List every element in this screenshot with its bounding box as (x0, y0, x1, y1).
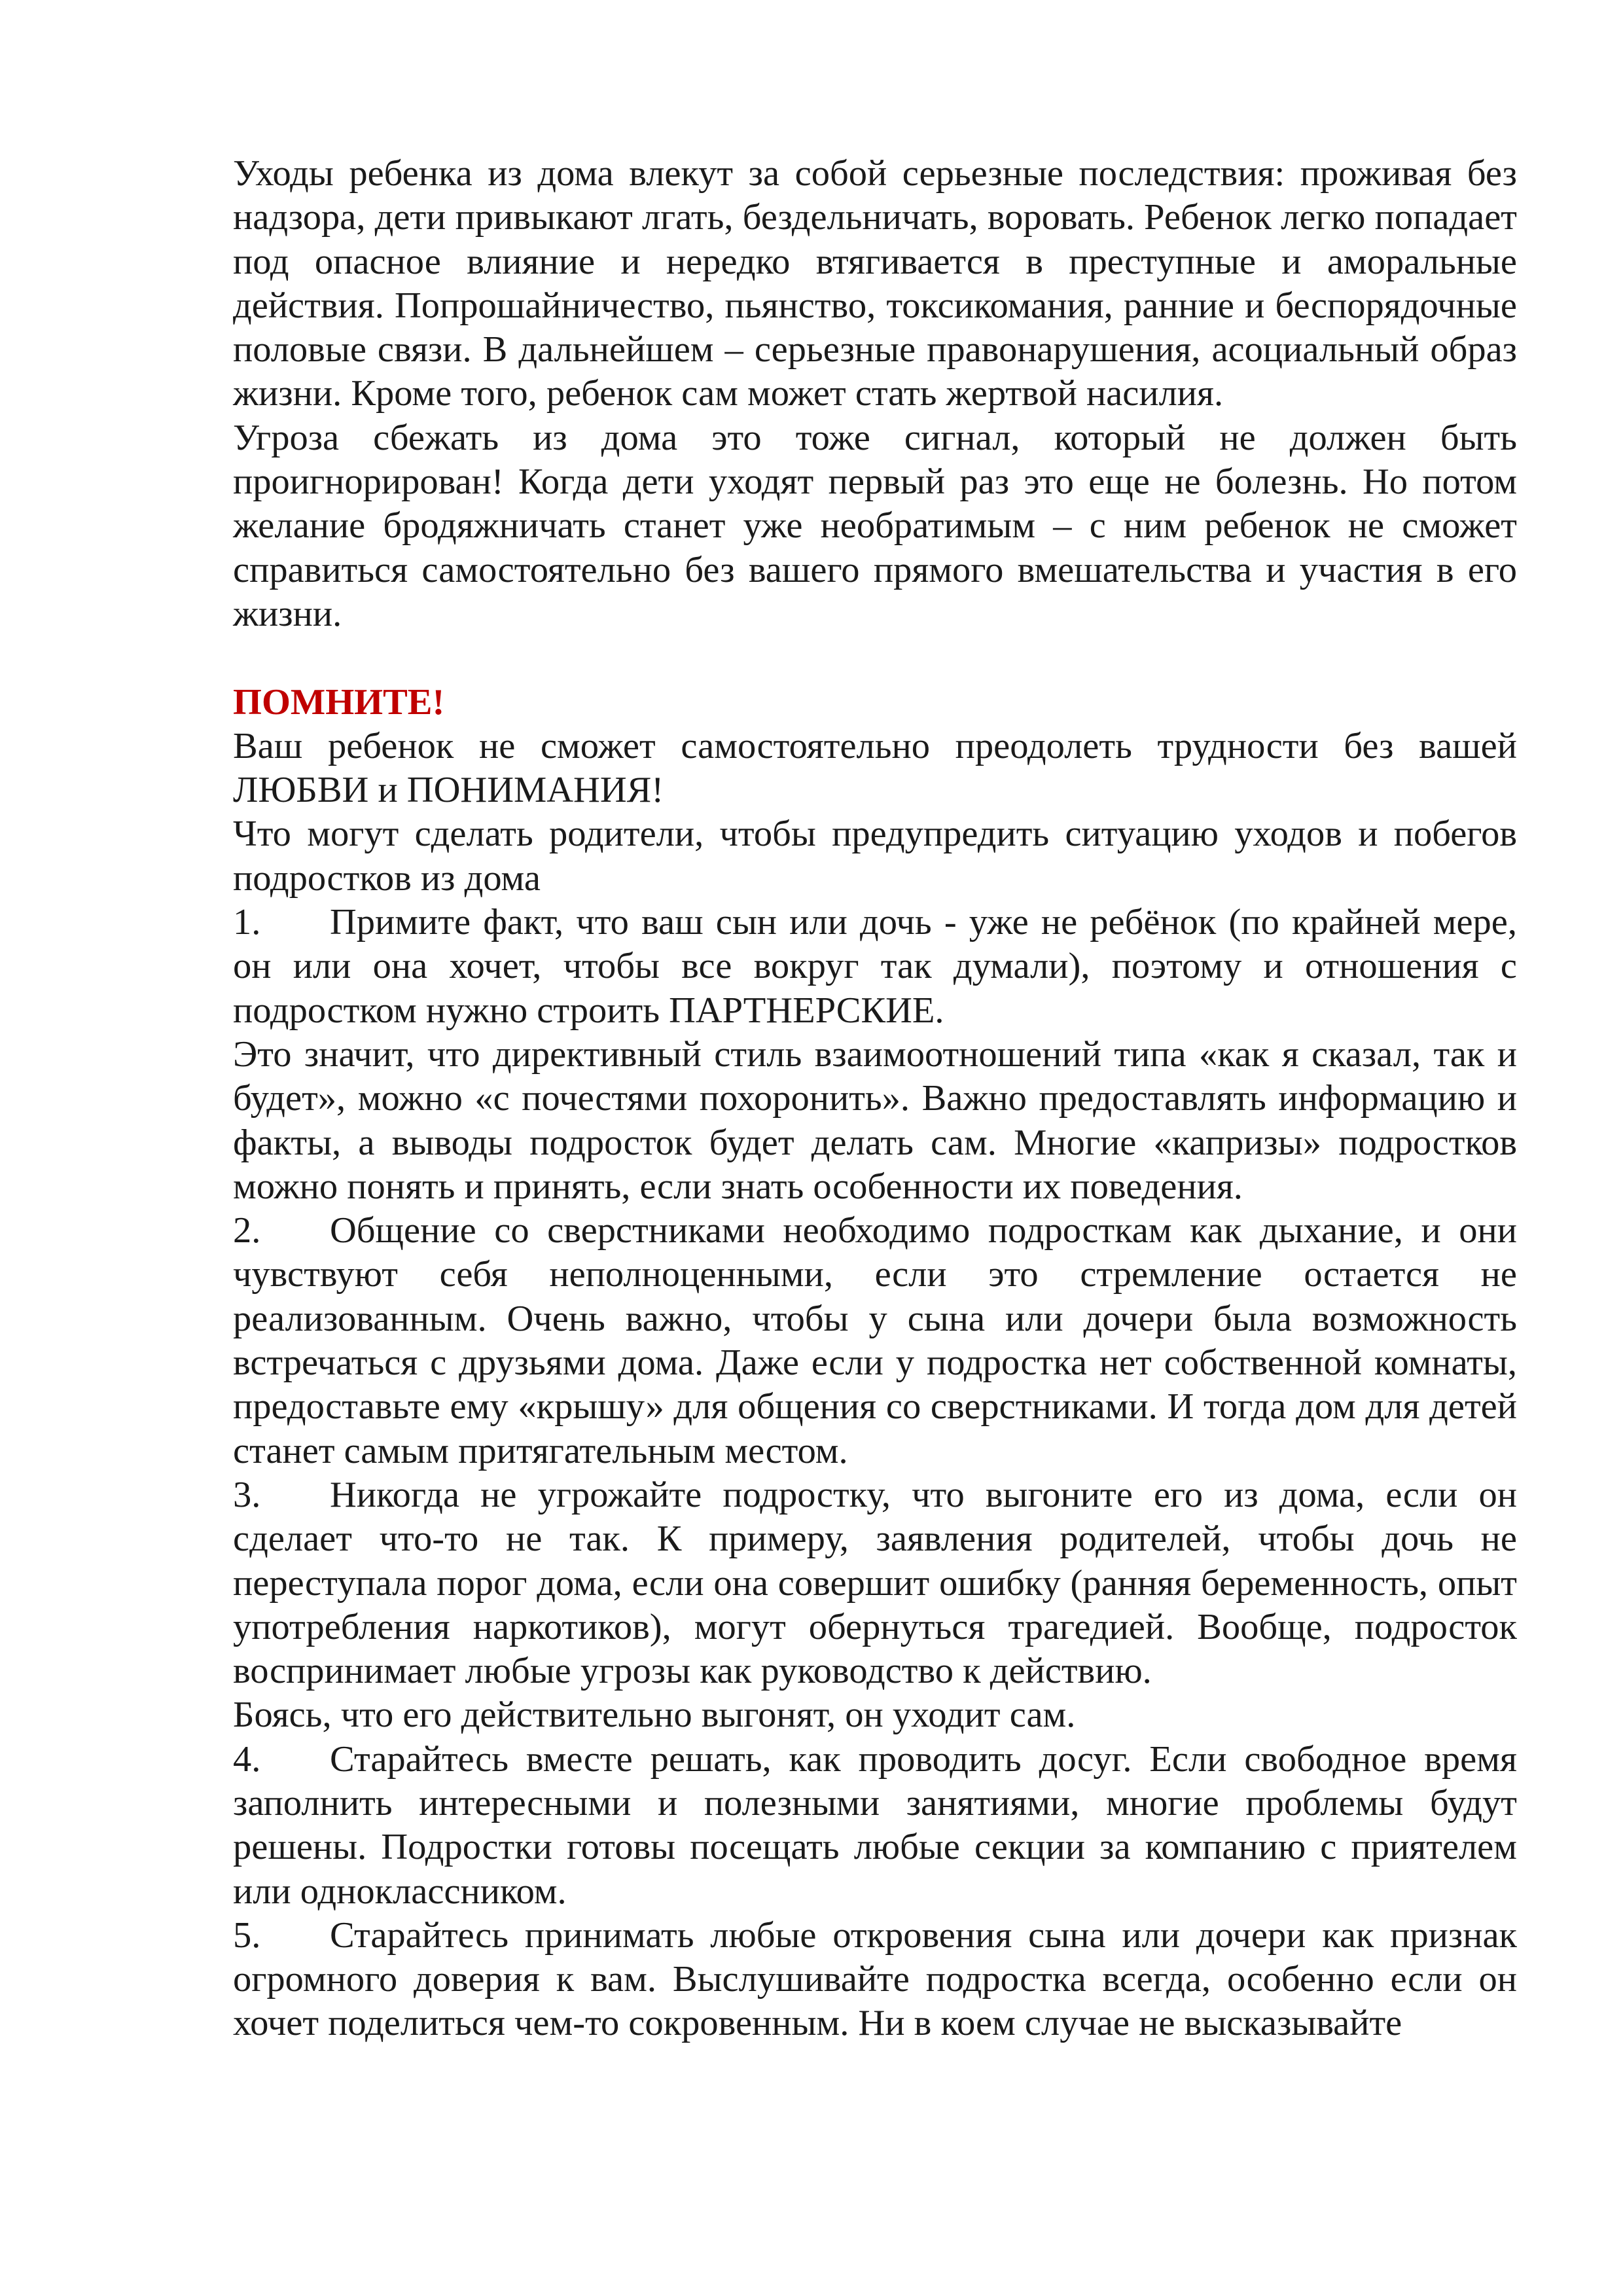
list-item-1 (233, 901, 1517, 1033)
list-item-text: Старайтесь принимать любые откровения сына или дочери как признак огромного доверия к вам. Выслушивайте подростка всегда, особенно если он хочет поделиться чем-то сокровенным. Ни в коем случае не высказывайте (233, 1914, 1517, 2044)
remember-text: Ваш ребенок не сможет самостоятельно преодолеть трудности без вашей ЛЮБВИ и ПОНИМАНИЯ! (233, 725, 1517, 811)
intro-paragraph-2: Угроза сбежать из дома это тоже сигнал, который не должен быть проигнорирован! Когда дети уходят первый раз это еще не болезнь. Но потом желание бродяжничать станет уже необратимым – с ним ребенок не сможет справиться самостоятельно без вашего прямого вмешательства и участия в его жизни. (233, 417, 1517, 634)
list-item-text: Примите факт, что ваш сын или дочь - уже не ребёнок (по крайней мере, он или она хочет, чтобы все вокруг так думали), поэтому и отношения с подростком нужно строить ПАРТНЕРСКИЕ. (233, 902, 1517, 1031)
list-item-2 (233, 1209, 1517, 1473)
intro-paragraph-1: Уходы ребенка из дома влекут за собой серьезные последствия: проживая без надзора, дети привыкают лгать, бездельничать, воровать. Ребенок легко попадает под опасное влияние и нередко втягивается в преступные и аморальные действия. Попрошайничество, пьянство, токсикомания, ранние и беспорядочные половые связи. В дальнейшем – серьезные правонарушения, асоциальный образ жизни. Кроме того, ребенок сам может стать жертвой насилия. (233, 153, 1517, 414)
list-number: 1. (233, 902, 261, 943)
list-item-4 (233, 1738, 1517, 1914)
list-item-1-followup: Это значит, что директивный стиль взаимоотношений типа «как я сказал, так и будет», можно «с почестями похоронить». Важно предоставлять информацию и факты, а выводы подросток будет делать сам. Многие «капризы» подростков можно понять и принять, если знать особенности их поведения. (233, 1033, 1517, 1207)
list-number: 5. (233, 1914, 261, 1956)
list-item-text: Никогда не угрожайте подростку, что выгоните его из дома, если он сделает что-то не так. К примеру, заявления родителей, чтобы дочь не переступала порог дома, если она совершит ошибку (ранняя беременность, опыт употребления наркотиков), могут обернуться трагедией. Вообще, подросток воспринимает любые угрозы как руководство к действию. (233, 1474, 1517, 1692)
document-page (233, 152, 1517, 2046)
blank-line (233, 636, 1517, 680)
list-number: 4. (233, 1738, 261, 1780)
list-item-5 (233, 1914, 1517, 2046)
advice-intro: Что могут сделать родители, чтобы предупредить ситуацию уходов и побегов подростков из дома (233, 814, 1517, 899)
list-item-text: Старайтесь вместе решать, как проводить досуг. Если свободное время заполнить интересными и полезными занятиями, многие проблемы будут решены. Подростки готовы посещать любые секции за компанию с приятелем или одноклассником. (233, 1738, 1517, 1912)
remember-heading: ПОМНИТЕ! (233, 681, 445, 723)
list-item-3-followup: Боясь, что его действительно выгонят, он уходит сам. (233, 1695, 1076, 1736)
list-number: 3. (233, 1474, 261, 1515)
list-number: 2. (233, 1210, 261, 1251)
list-item-3 (233, 1473, 1517, 1693)
list-item-text: Общение со сверстниками необходимо подросткам как дыхание, и они чувствуют себя неполноценными, если это стремление остается не реализованным. Очень важно, чтобы у сына или дочери была возможность встречаться с друзьями дома. Даже если у подростка нет собственной комнаты, предоставьте ему «крышу» для общения со сверстниками. И тогда дом для детей станет самым притягательным местом. (233, 1210, 1517, 1471)
